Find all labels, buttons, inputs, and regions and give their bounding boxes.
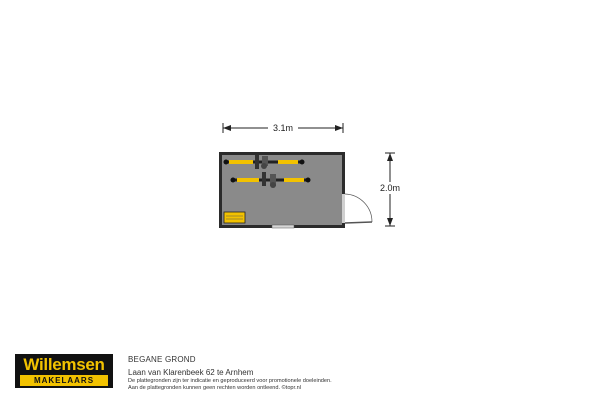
disclaimer-line: De plattegronden zijn ter indicatie en geproduceerd voor promotionele doeleinden. <box>128 378 332 384</box>
footer-info <box>128 354 588 392</box>
door-swing-arc <box>345 194 372 222</box>
door-leaf <box>345 222 372 223</box>
logo-subtitle: MAKELAARS <box>20 375 108 386</box>
logo-wordmark: Willemsen <box>23 355 105 374</box>
company-logo <box>15 354 113 388</box>
address: Laan van Klarenbeek 62 te Arnhem <box>128 368 254 377</box>
floor-name: BEGANE GROND <box>128 355 196 364</box>
depth-dimension <box>377 153 403 226</box>
meter-cabinet <box>224 212 245 223</box>
width-dimension <box>223 121 343 134</box>
door-opening <box>342 194 345 223</box>
window-bottom <box>272 225 294 228</box>
width-label: 3.1m <box>272 123 294 133</box>
depth-label: 2.0m <box>379 183 401 193</box>
disclaimer-line: Aan de plattegronden kunnen geen rechten worden ontleend. ©topr.nl <box>128 385 301 391</box>
